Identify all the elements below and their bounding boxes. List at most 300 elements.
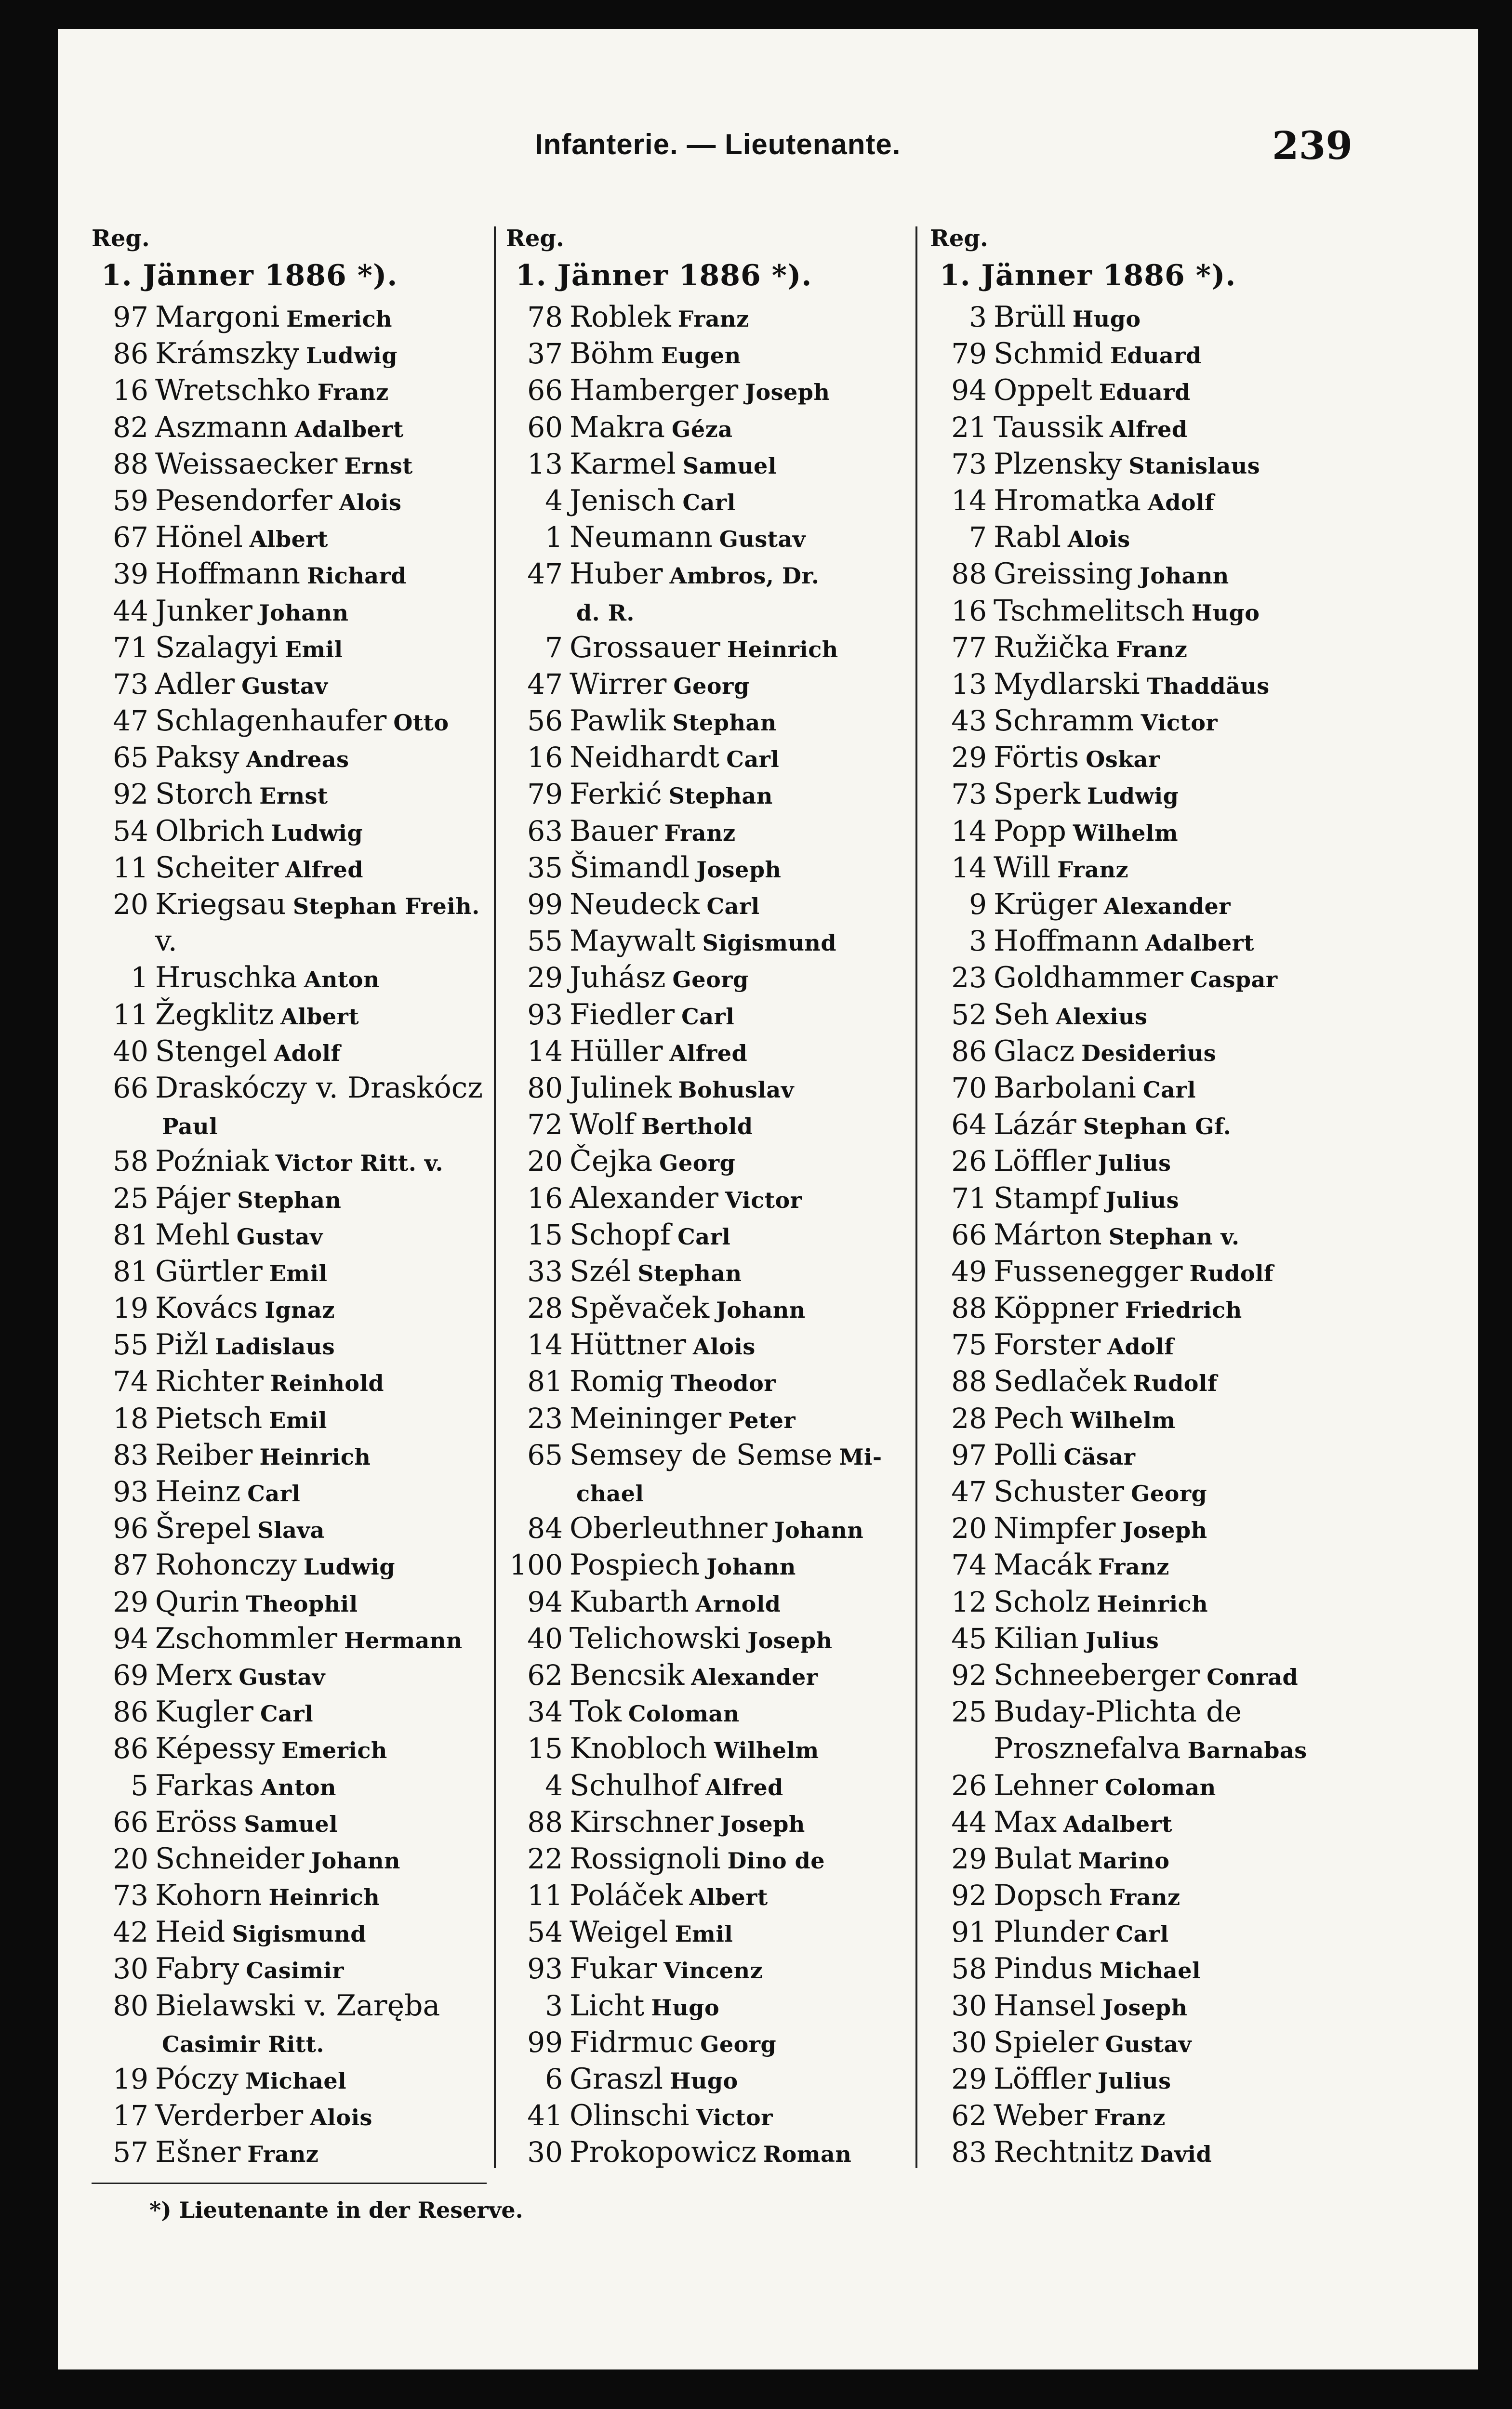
- given-name: Johann: [1140, 563, 1229, 589]
- given-name: Heinrich: [259, 1443, 371, 1470]
- scan-border-bottom: [0, 2369, 1512, 2409]
- surname: Ferkić: [570, 777, 662, 811]
- list-item: [506, 959, 920, 996]
- given-name: Heinrich: [268, 1884, 380, 1911]
- surname: Bulat: [994, 1841, 1072, 1876]
- list-item-continuation: [92, 1106, 506, 1143]
- regiment-number: 29: [951, 2063, 987, 2095]
- surname: Prosznefalva: [994, 1732, 1181, 1766]
- given-name: Hugo: [1191, 599, 1260, 626]
- list-item: [930, 1180, 1344, 1217]
- given-name: Arnold: [695, 1590, 781, 1617]
- given-name: Thaddäus: [1146, 673, 1270, 699]
- list-item: [92, 2134, 506, 2171]
- surname: Kirschner: [570, 1805, 714, 1839]
- regiment-number: 81: [113, 1218, 148, 1251]
- surname: Šimandl: [570, 850, 690, 885]
- given-name: Sigismund: [232, 1921, 366, 1947]
- regiment-number: 26: [951, 1145, 987, 1178]
- surname: Schlagenhaufer: [155, 704, 387, 738]
- surname: Farkas: [155, 1768, 254, 1802]
- surname: Weissaecker: [155, 447, 338, 481]
- surname: Márton: [994, 1218, 1102, 1252]
- regiment-number: 92: [951, 1658, 987, 1692]
- surname: Ešner: [155, 2135, 241, 2170]
- surname: Poláček: [570, 1879, 683, 1913]
- given-name: Anton: [304, 966, 380, 993]
- regiment-number: 34: [527, 1695, 563, 1729]
- footnote: *) Lieutenante in der Reserve.: [149, 2197, 523, 2223]
- given-name: Adolf: [1107, 1334, 1174, 1360]
- given-name: Hugo: [1072, 306, 1141, 332]
- regiment-number: 99: [527, 888, 563, 921]
- given-name: Alexander: [1103, 893, 1231, 919]
- list-item: [930, 1290, 1344, 1326]
- list-item: [930, 1473, 1344, 1510]
- surname: Schopf: [570, 1218, 671, 1252]
- given-name: Anton: [260, 1774, 336, 1800]
- surname: Kugler: [155, 1695, 253, 1729]
- given-name: Carl: [682, 489, 736, 516]
- list-item-continuation: [92, 2024, 506, 2061]
- given-name: Adalbert: [294, 416, 404, 442]
- given-name: Carl: [247, 1481, 301, 1507]
- list-item: [506, 409, 920, 446]
- regiment-number: 7: [545, 631, 563, 664]
- given-name: Johann: [259, 599, 349, 626]
- list-item: [92, 1253, 506, 1290]
- surname: Pájer: [155, 1181, 231, 1215]
- given-name: Barnabas: [1187, 1737, 1307, 1764]
- surname: Spěvaček: [570, 1291, 710, 1325]
- list-item: [506, 299, 920, 335]
- surname: Fiedler: [570, 997, 675, 1032]
- regiment-number: 83: [951, 2136, 987, 2169]
- list-item-continuation: [930, 1730, 1344, 1767]
- regiment-number: 14: [951, 484, 987, 517]
- list-item: [930, 1143, 1344, 1179]
- list-item: [92, 1804, 506, 1840]
- surname: Schramm: [994, 704, 1134, 738]
- list-item: [930, 1950, 1344, 1987]
- list-item: [92, 372, 506, 409]
- given-name: Franz: [1098, 1554, 1169, 1580]
- surname: Scheiter: [155, 850, 279, 885]
- list-item: [92, 1767, 506, 1804]
- given-name: Theodor: [670, 1370, 776, 1397]
- column-3: [930, 224, 1344, 2171]
- surname: Lehner: [994, 1768, 1098, 1802]
- surname: Draskóczy v. Draskócz: [155, 1071, 483, 1105]
- list-item: [506, 739, 920, 776]
- given-name: Franz: [677, 306, 749, 332]
- given-name: Hugo: [651, 1994, 720, 2021]
- regiment-number: 79: [527, 778, 563, 811]
- list-item: [92, 849, 506, 886]
- surname: Karmel: [570, 447, 676, 481]
- given-name: Franz: [1109, 1884, 1180, 1911]
- given-name: Conrad: [1207, 1664, 1299, 1690]
- list-item: [930, 1547, 1344, 1583]
- regiment-number: 20: [113, 1842, 148, 1875]
- given-name: Vincenz: [663, 1958, 763, 1984]
- list-item: [930, 1217, 1344, 1253]
- regiment-number: 13: [527, 447, 563, 480]
- regiment-number: 44: [951, 1805, 987, 1839]
- regiment-number: 55: [527, 925, 563, 958]
- given-name: Eduard: [1110, 343, 1202, 369]
- surname: Pospiech: [570, 1548, 700, 1582]
- given-name: Johann: [774, 1517, 864, 1544]
- given-name: Joseph: [720, 1811, 805, 1837]
- list-item: [506, 519, 920, 556]
- surname: Szalagyi: [155, 630, 278, 664]
- list-item: [92, 959, 506, 996]
- reg-label: Reg.: [92, 225, 150, 252]
- list-item: [930, 1914, 1344, 1950]
- regiment-number: 93: [113, 1475, 148, 1508]
- surname: Wolf: [570, 1108, 635, 1142]
- regiment-number: 71: [113, 631, 148, 664]
- given-name: Alexius: [1056, 1003, 1148, 1030]
- regiment-number: 25: [951, 1695, 987, 1729]
- list-item: [930, 1620, 1344, 1657]
- regiment-number: 80: [113, 1989, 148, 2022]
- given-name: Wilhelm: [1073, 820, 1179, 846]
- surname: Bencsik: [570, 1658, 685, 1692]
- given-name: Johann: [311, 1847, 400, 1874]
- given-name: Eugen: [661, 343, 741, 369]
- given-name: Ernst: [259, 783, 328, 809]
- list-item: [930, 1033, 1344, 1070]
- regiment-number: 59: [113, 484, 148, 517]
- given-name: Emil: [269, 1260, 328, 1286]
- surname: Pawlik: [570, 704, 666, 738]
- given-name: Ambros, Dr.: [669, 563, 820, 589]
- surname: Richter: [155, 1364, 264, 1399]
- surname: Pižl: [155, 1328, 209, 1362]
- regiment-number: 88: [527, 1805, 563, 1839]
- given-name: Stephan: [668, 783, 773, 809]
- regiment-number: 62: [527, 1658, 563, 1692]
- regiment-number: 30: [527, 2136, 563, 2169]
- list-item: [930, 519, 1344, 556]
- regiment-number: 91: [951, 1916, 987, 1949]
- list-item: [506, 1914, 920, 1950]
- surname: Storch: [155, 777, 253, 811]
- surname: Hönel: [155, 520, 243, 555]
- surname: Šrepel: [155, 1511, 251, 1546]
- regiment-number: 21: [951, 410, 987, 444]
- list-item: [92, 1914, 506, 1950]
- regiment-number: 20: [527, 1145, 563, 1178]
- list-item: [930, 593, 1344, 629]
- list-item: [930, 2024, 1344, 2061]
- given-name: Gustav: [236, 1223, 323, 1250]
- list-item: [92, 1877, 506, 1914]
- list-item: [506, 2024, 920, 2061]
- regiment-number: 67: [113, 521, 148, 554]
- surname: Aszmann: [155, 410, 288, 444]
- surname: Olinschi: [570, 2099, 690, 2133]
- given-name: Ludwig: [303, 1554, 396, 1580]
- list-item: [92, 776, 506, 812]
- surname: Kohorn: [155, 1879, 262, 1913]
- list-item: [930, 702, 1344, 739]
- list-item: [930, 629, 1344, 666]
- surname: Wirrer: [570, 667, 667, 701]
- regiment-number: 94: [527, 1585, 563, 1618]
- given-name: Adolf: [1148, 489, 1215, 516]
- list-item: [930, 1987, 1344, 2024]
- regiment-number: 94: [113, 1622, 148, 1655]
- surname: Neudeck: [570, 887, 700, 921]
- surname: Greissing: [994, 557, 1133, 591]
- given-name: Georg: [659, 1150, 736, 1177]
- list-item: [92, 409, 506, 446]
- surname: Goldhammer: [994, 961, 1184, 995]
- given-name: Alfred: [1109, 416, 1188, 442]
- given-name: Reinhold: [270, 1370, 385, 1397]
- regiment-number: 69: [113, 1658, 148, 1692]
- given-name: Franz: [664, 820, 736, 846]
- regiment-number: 66: [951, 1218, 987, 1251]
- list-item: [506, 923, 920, 959]
- given-name: Friedrich: [1125, 1297, 1242, 1324]
- list-item: [506, 996, 920, 1033]
- given-name: Franz: [1094, 2105, 1166, 2131]
- list-item: [930, 1437, 1344, 1473]
- list-item: [92, 299, 506, 335]
- given-name: Gustav: [1105, 2031, 1192, 2057]
- surname: Heid: [155, 1915, 225, 1949]
- list-item: [930, 1877, 1344, 1914]
- entry-list: [506, 299, 920, 2171]
- regiment-number: 17: [113, 2099, 148, 2132]
- surname: Heinz: [155, 1475, 241, 1509]
- regiment-number: 20: [951, 1512, 987, 1545]
- given-name: Stephan: [237, 1187, 342, 1213]
- surname: Semsey de Semse: [570, 1438, 833, 1472]
- list-item: [506, 1217, 920, 1253]
- list-item: [506, 1804, 920, 1840]
- given-name: Johann: [706, 1554, 796, 1580]
- regiment-number: 47: [527, 557, 563, 591]
- regiment-number: 66: [113, 1805, 148, 1839]
- list-item: [930, 1400, 1344, 1437]
- list-item: [930, 959, 1344, 996]
- list-item: [92, 2061, 506, 2097]
- surname: Pech: [994, 1401, 1064, 1435]
- surname: Rohonczy: [155, 1548, 297, 1582]
- surname: Rechtnitz: [994, 2135, 1134, 2170]
- regiment-number: 83: [113, 1438, 148, 1471]
- list-item: [930, 1767, 1344, 1804]
- list-item: [92, 1840, 506, 1877]
- surname: Grossauer: [570, 630, 720, 664]
- surname: Huber: [570, 557, 663, 591]
- list-item: [92, 1473, 506, 1510]
- given-name: Wilhelm: [714, 1737, 819, 1764]
- list-item: [506, 666, 920, 702]
- regiment-number: 77: [951, 631, 987, 664]
- surname: Licht: [570, 1988, 645, 2023]
- list-item: [506, 1840, 920, 1877]
- list-item: [506, 482, 920, 519]
- surname: Merx: [155, 1658, 232, 1692]
- column-2: [506, 224, 920, 2171]
- regiment-number: 56: [527, 704, 563, 738]
- given-name: Alfred: [285, 856, 363, 883]
- regiment-number: 87: [113, 1549, 148, 1582]
- given-name: Victor: [696, 2105, 773, 2131]
- list-item: [506, 1987, 920, 2024]
- regiment-number: 43: [951, 704, 987, 738]
- surname: Scholz: [994, 1585, 1090, 1619]
- given-name: Eduard: [1099, 379, 1191, 406]
- list-item: [506, 776, 920, 812]
- list-item: [506, 629, 920, 666]
- given-name: Peter: [728, 1407, 796, 1433]
- surname: Schneeberger: [994, 1658, 1200, 1692]
- list-item: [506, 556, 920, 592]
- regiment-number: 82: [113, 410, 148, 444]
- given-name: Emerich: [286, 306, 392, 332]
- regiment-number: 47: [113, 704, 148, 738]
- list-item: [92, 1400, 506, 1437]
- list-item: [930, 813, 1344, 849]
- list-item: [930, 2061, 1344, 2097]
- list-item: [92, 1510, 506, 1547]
- list-item: [92, 556, 506, 592]
- surname: Jenisch: [570, 483, 676, 517]
- list-item: [930, 2134, 1344, 2171]
- surname: Reiber: [155, 1438, 253, 1472]
- list-item: [506, 1363, 920, 1400]
- surname: Hamberger: [570, 373, 739, 408]
- given-name: Carl: [726, 746, 780, 773]
- surname: Mehl: [155, 1218, 230, 1252]
- regiment-number: 23: [951, 961, 987, 994]
- list-item: [930, 1326, 1344, 1363]
- given-name: Georg: [672, 966, 749, 993]
- regiment-number: 100: [509, 1549, 563, 1582]
- given-name: Ignaz: [265, 1297, 335, 1324]
- scan-border-top: [0, 0, 1512, 29]
- regiment-number: 4: [545, 1769, 563, 1802]
- given-name: Alexander: [691, 1664, 818, 1690]
- list-item: [92, 1950, 506, 1987]
- list-item-continuation: [506, 1473, 920, 1510]
- given-name: Carl: [706, 893, 760, 919]
- surname: Kriegsau: [155, 887, 286, 921]
- regiment-number: 54: [527, 1916, 563, 1949]
- given-name: Dino de: [727, 1847, 825, 1874]
- list-item: [506, 1400, 920, 1437]
- surname: Nimpfer: [994, 1511, 1116, 1546]
- regiment-number: 65: [113, 741, 148, 774]
- surname: Fukar: [570, 1952, 657, 1986]
- regiment-number: 19: [113, 1292, 148, 1325]
- surname: Krüger: [994, 887, 1097, 921]
- regiment-number: 35: [527, 851, 563, 884]
- list-item: [92, 1620, 506, 1657]
- given-name: Ladislaus: [215, 1334, 335, 1360]
- surname: Hoffmann: [994, 924, 1139, 958]
- surname: Seh: [994, 997, 1049, 1032]
- given-name: Berthold: [641, 1113, 753, 1140]
- regiment-number: 57: [113, 2136, 148, 2169]
- regiment-number: 23: [527, 1402, 563, 1435]
- surname: Szél: [570, 1254, 631, 1288]
- list-item: [930, 409, 1344, 446]
- regiment-number: 79: [951, 337, 987, 371]
- given-name: Emil: [675, 1921, 733, 1947]
- regiment-number: 37: [527, 337, 563, 371]
- scan-border-left: [0, 0, 58, 2409]
- surname: Weber: [994, 2099, 1088, 2133]
- regiment-number: 81: [113, 1255, 148, 1288]
- given-name: Carl: [681, 1003, 735, 1030]
- given-name: Caspar: [1190, 966, 1278, 993]
- list-item: [92, 1547, 506, 1583]
- regiment-number: 40: [527, 1622, 563, 1655]
- list-item: [92, 813, 506, 849]
- regiment-number: 9: [969, 888, 987, 921]
- entry-list: [930, 299, 1344, 2171]
- regiment-number: 3: [969, 925, 987, 958]
- regiment-number: 80: [527, 1071, 563, 1104]
- regiment-number: 4: [545, 484, 563, 517]
- surname: v.: [155, 924, 177, 958]
- given-name: Alois: [339, 489, 402, 516]
- regiment-number: 33: [527, 1255, 563, 1288]
- surname: Pietsch: [155, 1401, 263, 1435]
- regiment-number: 88: [113, 447, 148, 480]
- list-item: [92, 482, 506, 519]
- list-item: [92, 996, 506, 1033]
- regiment-number: 16: [527, 1181, 563, 1215]
- regiment-number: 75: [951, 1328, 987, 1362]
- surname: Taussik: [994, 410, 1103, 444]
- regiment-number: 28: [527, 1292, 563, 1325]
- regiment-number: 15: [527, 1732, 563, 1765]
- surname: Schmid: [994, 337, 1103, 371]
- list-item: [506, 1143, 920, 1179]
- list-item: [506, 1877, 920, 1914]
- given-name: Victor: [1141, 710, 1218, 736]
- list-item: [506, 446, 920, 482]
- given-name: Albert: [689, 1884, 768, 1911]
- surname: Mydlarski: [994, 667, 1140, 701]
- given-name: Stephan: [637, 1260, 742, 1286]
- surname: Graszl: [570, 2062, 663, 2096]
- surname: Krámszky: [155, 337, 299, 371]
- list-item: [930, 996, 1344, 1033]
- surname: Löffler: [994, 2062, 1091, 2096]
- list-item: [506, 849, 920, 886]
- surname: Rossignoli: [570, 1841, 721, 1876]
- surname: Tok: [570, 1695, 622, 1729]
- surname: Förtis: [994, 741, 1079, 775]
- surname: Hansel: [994, 1988, 1096, 2023]
- regiment-number: 54: [113, 814, 148, 847]
- list-item: [930, 1070, 1344, 1106]
- list-item: [92, 1217, 506, 1253]
- surname: Hromatka: [994, 483, 1141, 517]
- given-name: Sigismund: [702, 930, 837, 956]
- given-name: Rudolf: [1189, 1260, 1274, 1286]
